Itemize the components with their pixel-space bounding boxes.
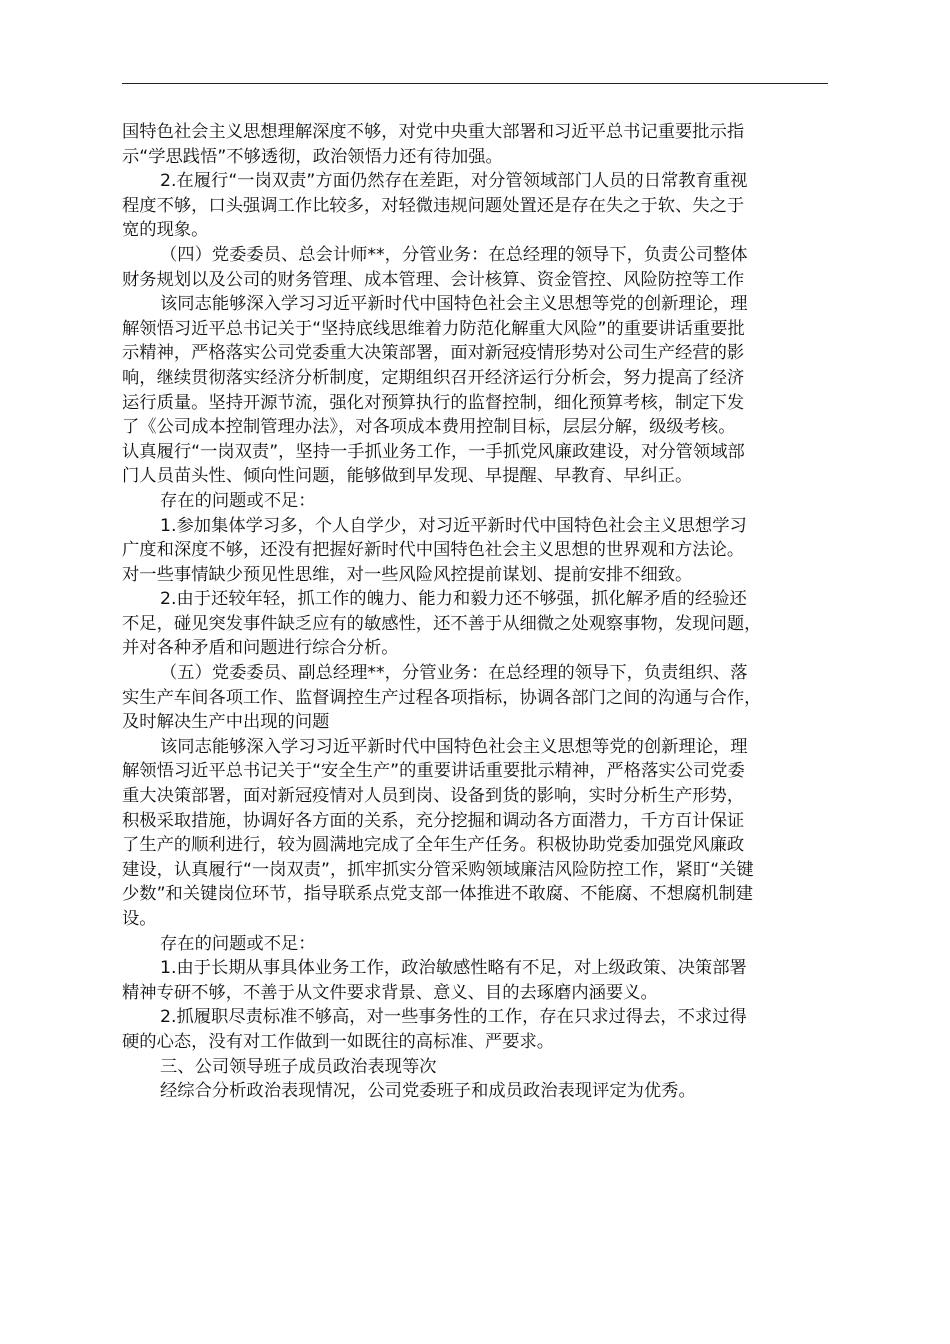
text-line: 并对各种矛盾和问题进行综合分析。: [122, 638, 399, 659]
text-line: 解领悟习近平总书记关于“坚持底线思维着力防范化解重大风险”的重要讲话重要批: [122, 318, 745, 339]
text-line: 少数”和关键岗位环节，指导联系点党支部一体推进不敢腐、不能腐、不想腐机制建: [122, 884, 754, 905]
text-line: 了《公司成本控制管理办法》，对各项成本费用控制目标，层层分解，级级考核。: [122, 417, 736, 438]
text-line: 及时解决生产中出现的问题: [122, 712, 330, 733]
text-line: （四）党委委员、总会计师**，分管业务：在总经理的领导下，负责公司整体: [160, 244, 748, 265]
text-line: 实生产车间各项工作、监督调控生产过程各项指标，协调各部门之间的沟通与合作，: [122, 687, 762, 708]
text-line: 该同志能够深入学习习近平新时代中国特色社会主义思想等党的创新理论，理: [160, 294, 748, 315]
text-line: 精神专研不够，不善于从文件要求背景、意义、目的去琢磨内涵要义。: [122, 982, 658, 1003]
text-line: 设。: [122, 909, 157, 929]
header-rule: [122, 83, 828, 84]
text-line: 1.由于长期从事具体业务工作，政治敏感性略有不足，对上级政策、决策部署: [160, 958, 747, 979]
text-line: 财务规划以及公司的财务管理、成本管理、会计核算、资金管控、风险防控等工作: [122, 269, 745, 290]
text-line: 2.抓履职尽责标准不够高，对一些事务性的工作，存在只求过得去，不求过得: [160, 1007, 747, 1028]
text-line: 2.由于还较年轻，抓工作的魄力、能力和毅力还不够强，抓化解矛盾的经验还: [160, 589, 747, 610]
text-line: 解领悟习近平总书记关于“安全生产”的重要讲话重要批示精神，严格落实公司党委: [122, 761, 745, 782]
text-line: 门人员苗头性、倾向性问题，能够做到早发现、早提醒、早教育、早纠正。: [122, 466, 693, 487]
text-line: 存在的问题或不足：: [160, 490, 316, 511]
text-line: 硬的心态，没有对工作做到一如既往的高标准、严要求。: [122, 1031, 555, 1052]
text-line: 宽的现象。: [122, 220, 209, 241]
text-line: 积极采取措施，协调好各方面的关系，充分挖掘和调动各方面潜力，千方百计保证: [122, 810, 745, 831]
text-line: 不足，碰见突发事件缺乏应有的敏感性，还不善于从细微之处观察事物，发现问题，: [122, 613, 762, 634]
text-line: 响，继续贯彻落实经济分析制度，定期组织召开经济运行分析会，努力提高了经济: [122, 367, 745, 388]
text-line: （五）党委委员、副总经理**，分管业务：在总经理的领导下，负责组织、落: [160, 663, 748, 684]
text-line: 国特色社会主义思想理解深度不够，对党中央重大部署和习近平总书记重要批示指: [122, 122, 745, 142]
text-line: 该同志能够深入学习习近平新时代中国特色社会主义思想等党的创新理论，理: [160, 736, 748, 757]
text-line: 程度不够，口头强调工作比较多，对轻微违规问题处置还是存在失之于软、失之于: [122, 195, 745, 216]
text-line: 2.在履行“一岗双责”方面仍然存在差距，对分管领域部门人员的日常教育重视: [160, 171, 748, 192]
text-line: 经综合分析政治表现情况，公司党委班子和成员政治表现评定为优秀。: [160, 1081, 696, 1102]
text-line: 广度和深度不够，还没有把握好新时代中国特色社会主义思想的世界观和方法论。: [122, 540, 745, 561]
text-line: 示精神，严格落实公司党委重大决策部署，面对新冠疫情形势对公司生产经营的影: [122, 343, 745, 364]
text-line: 示“学思践悟”不够透彻，政治领悟力还有待加强。: [122, 146, 503, 167]
text-line: 建设，认真履行“一岗双责”，抓牢抓实分管采购领域廉洁风险防控工作，紧盯“关键: [122, 859, 754, 880]
text-line: 存在的问题或不足：: [160, 933, 316, 954]
text-line: 认真履行“一岗双责”，坚持一手抓业务工作，一手抓党风廉政建设，对分管领域部: [122, 441, 745, 462]
text-line: 重大决策部署，面对新冠疫情对人员到岗、设备到货的影响，实时分析生产形势，: [122, 786, 745, 807]
document-body: [122, 120, 832, 1104]
text-line: 三、公司领导班子成员政治表现等次: [160, 1056, 437, 1077]
text-line: 运行质量。坚持开源节流，强化对预算执行的监督控制，细化预算考核，制定下发: [122, 392, 745, 413]
text-line: 1.参加集体学习多，个人自学少，对习近平新时代中国特色社会主义思想学习: [160, 515, 747, 536]
text-line: 了生产的顺利进行，较为圆满地完成了全年生产任务。积极协助党委加强党风廉政: [122, 835, 745, 856]
text-line: 对一些事情缺少预见性思维，对一些风险风控提前谋划、提前安排不细致。: [122, 564, 693, 585]
